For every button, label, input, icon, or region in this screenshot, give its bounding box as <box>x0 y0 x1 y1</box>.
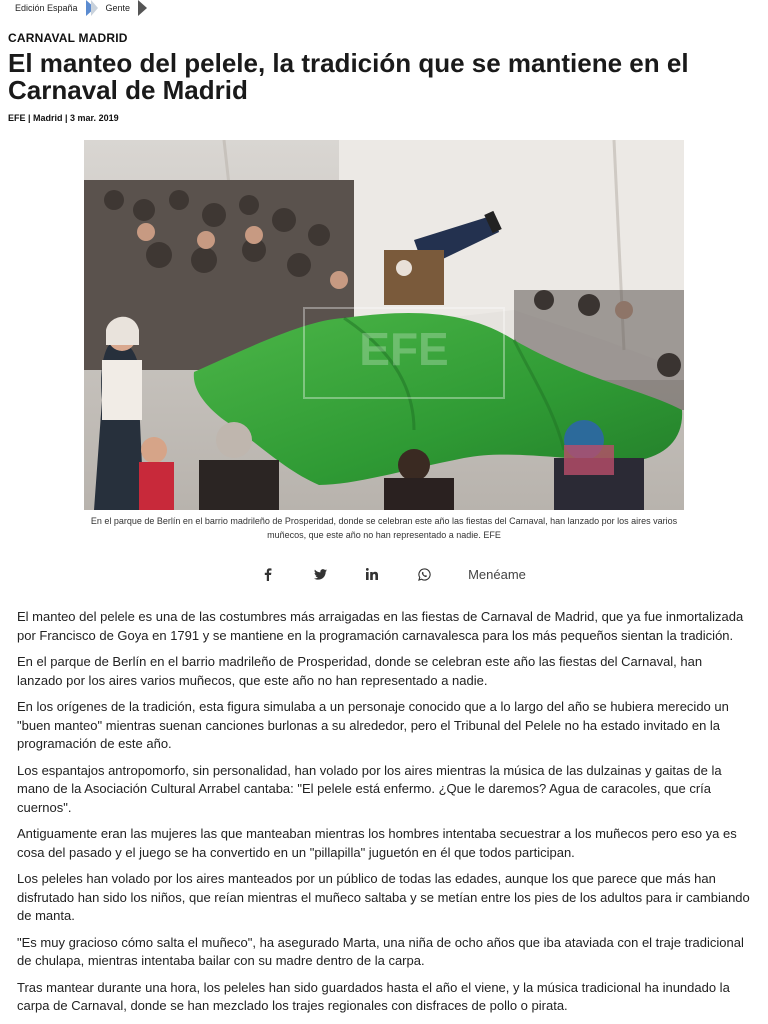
article-byline: EFE | Madrid | 3 mar. 2019 <box>8 113 119 123</box>
article-paragraph: Los peleles han volado por los aires manteados por un público de todas las edades, aunque los que parece que más han disfrutado han sido los niños, que reían mientras el muñeco saltaba y se metían entre los pies de los adultos para ir cambiando de manta. <box>17 871 750 923</box>
twitter-icon[interactable] <box>313 567 327 581</box>
article-paragraph: En el parque de Berlín en el barrio madrileño de Prosperidad, donde se celebran este año las fiestas del Carnaval, han lanzado por los aires varios muñecos, que este año no han representado a nadie. <box>17 654 703 688</box>
breadcrumb <box>0 0 768 16</box>
breadcrumb-edition[interactable]: Edición España <box>15 3 78 13</box>
facebook-icon[interactable] <box>261 567 275 581</box>
article-paragraph: "Es muy gracioso cómo salta el muñeco", ha asegurado Marta, una niña de ocho años que iba ataviada con el traje tradicional de chulapa, mientras intentaba bailar con su madre dentro de la carpa. <box>17 934 744 968</box>
breadcrumb-arrow-icon <box>138 0 147 16</box>
article-paragraph: Antiguamente eran las mujeres las que manteaban mientras los hombres intentaba secuestrar a los muñecos pero eso ya es cosa del pasado y el juego se ha convertido en un "pillapilla" juguetón en él que todos participan. <box>17 826 737 860</box>
meneame-link[interactable]: Menéame <box>468 566 526 582</box>
article-paragraph: En los orígenes de la tradición, esta figura simulaba a un personaje conocido que a lo largo del año se hubiera merecido un "buen manteo" mientras suenan canciones burlonas a su alrededor, pero el Tribunal del Pelele no ha estado invitado en la programación de este año. <box>17 699 729 751</box>
whatsapp-icon[interactable] <box>417 567 431 581</box>
article-paragraph: Tras mantear durante una hora, los peleles han sido guardados hasta el año el viene, y la música tradicional ha inundado la carpa de Carnaval, donde se han mezclado los trajes regionales con disfraces de pollo o pirata. <box>17 979 730 1013</box>
photo-caption: En el parque de Berlín en el barrio madrileño de Prosperidad, donde se celebran este año las fiestas del Carnaval, han lanzado por los aires varios muñecos, que este año no han representado a nadie. EFE <box>90 516 678 540</box>
section-label[interactable]: CARNAVAL MADRID <box>8 31 128 45</box>
breadcrumb-section[interactable]: Gente <box>105 3 131 13</box>
article-paragraph: El manteo del pelele es una de las costumbres más arraigadas en las fiestas de Carnaval de Madrid, que ya fue inmortalizada por Francisco de Goya en 1791 y se mantiene en la programación carnavalesca para los más pequeños sientan la tradición. <box>17 609 744 643</box>
photo-watermark: EFE <box>359 323 449 375</box>
article-body <box>17 608 751 1024</box>
article-headline: El manteo del pelele, la tradición que se mantiene en el Carnaval de Madrid <box>8 48 689 105</box>
linkedin-icon[interactable] <box>365 567 379 581</box>
share-bar <box>0 564 768 584</box>
article-paragraph: Los espantajos antropomorfo, sin personalidad, han volado por los aires mientras la música de las dulzainas y gaitas de la mano de la Asociación Cultural Arrabel cantaba: "El pelele está enfermo. ¿Que le daremos? Agua de caracoles, que cría cuernos". <box>17 762 722 815</box>
breadcrumb-arrow-shadow-icon <box>91 0 98 16</box>
article-photo <box>84 140 684 510</box>
